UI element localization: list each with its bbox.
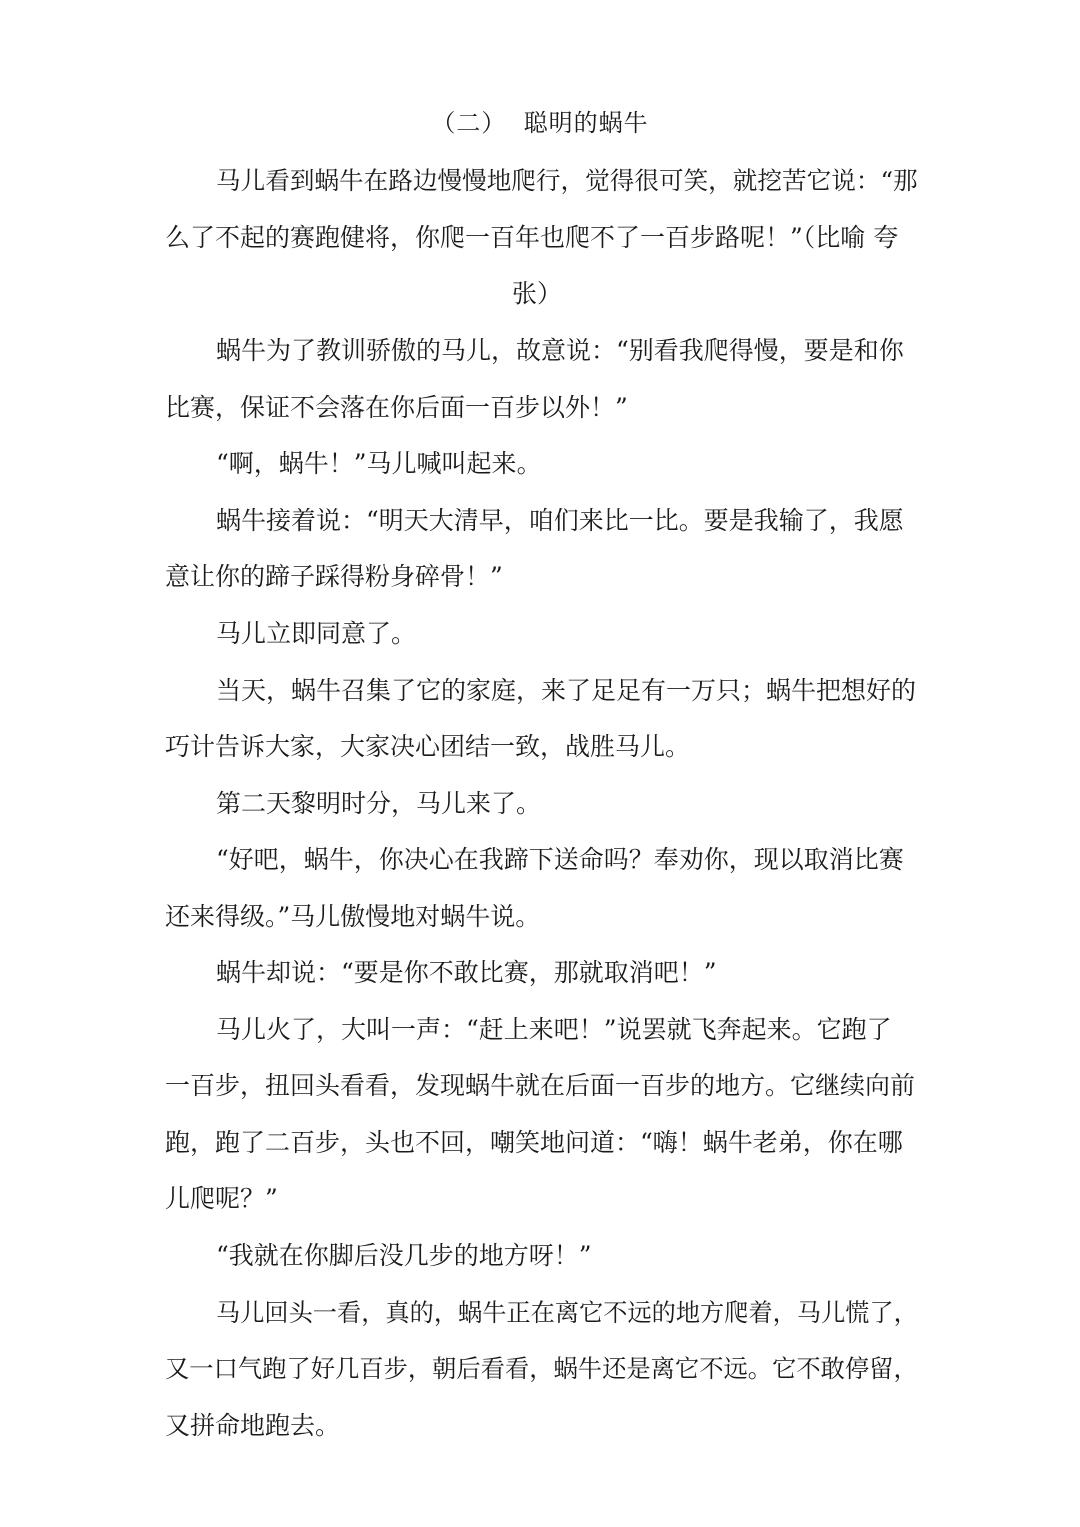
- text-line: 蜗牛却说：“要是你不敢比赛，那就取消吧！”: [216, 958, 717, 987]
- text-line: 巧计告诉大家，大家决心团结一致，战胜马儿。: [165, 732, 691, 761]
- text-line: 么了不起的赛跑健将，你爬一百年也爬不了一百步路呢！”（比喻 夸: [165, 223, 899, 252]
- text-line: 比赛，保证不会落在你后面一百步以外！”: [165, 393, 628, 422]
- text-line: 张）: [512, 279, 563, 308]
- text-line: 当天，蜗牛召集了它的家庭，来了足足有一万只；蜗牛把想好的: [216, 676, 917, 705]
- text-line: “好吧，蜗牛，你决心在我蹄下送命吗？奉劝你，现以取消比赛: [216, 845, 904, 874]
- text-line: 又拼命地跑去。: [165, 1411, 341, 1440]
- text-line: 马儿看到蜗牛在路边慢慢地爬行，觉得很可笑，就挖苦它说：“那: [216, 166, 918, 195]
- story-title: （二） 聪明的蜗牛: [431, 109, 649, 137]
- text-line: 又一口气跑了好几百步，朝后看看，蜗牛还是离它不远。它不敢停留，: [165, 1354, 918, 1383]
- text-line: 第二天黎明时分，马儿来了。: [216, 789, 542, 818]
- text-line: 一百步，扭回头看看，发现蜗牛就在后面一百步的地方。它继续向前: [165, 1071, 916, 1100]
- text-line: 还来得级。”马儿傲慢地对蜗牛说。: [165, 902, 541, 931]
- text-line: 蜗牛接着说：“明天大清早，咱们来比一比。要是我输了，我愿: [216, 506, 904, 535]
- text-line: “啊，蜗牛！”马儿喊叫起来。: [216, 449, 542, 478]
- text-line: 意让你的蹄子踩得粉身碎骨！”: [165, 562, 503, 591]
- text-line: 马儿回头一看，真的，蜗牛正在离它不远的地方爬着，马儿慌了，: [216, 1299, 918, 1327]
- text-line: 蜗牛为了教训骄傲的马儿，故意说：“别看我爬得慢，要是和你: [216, 336, 904, 365]
- text-line: 儿爬呢？”: [165, 1184, 278, 1213]
- text-line: 跑，跑了二百步，头也不回，嘲笑地问道：“嗨！蜗牛老弟，你在哪: [165, 1128, 903, 1157]
- text-line: 马儿火了，大叫一声：“赶上来吧！”说罢就飞奔起来。它跑了: [216, 1015, 892, 1044]
- text-line: 马儿立即同意了。: [216, 619, 417, 648]
- text-line: “我就在你脚后没几步的地方呀！”: [216, 1241, 592, 1270]
